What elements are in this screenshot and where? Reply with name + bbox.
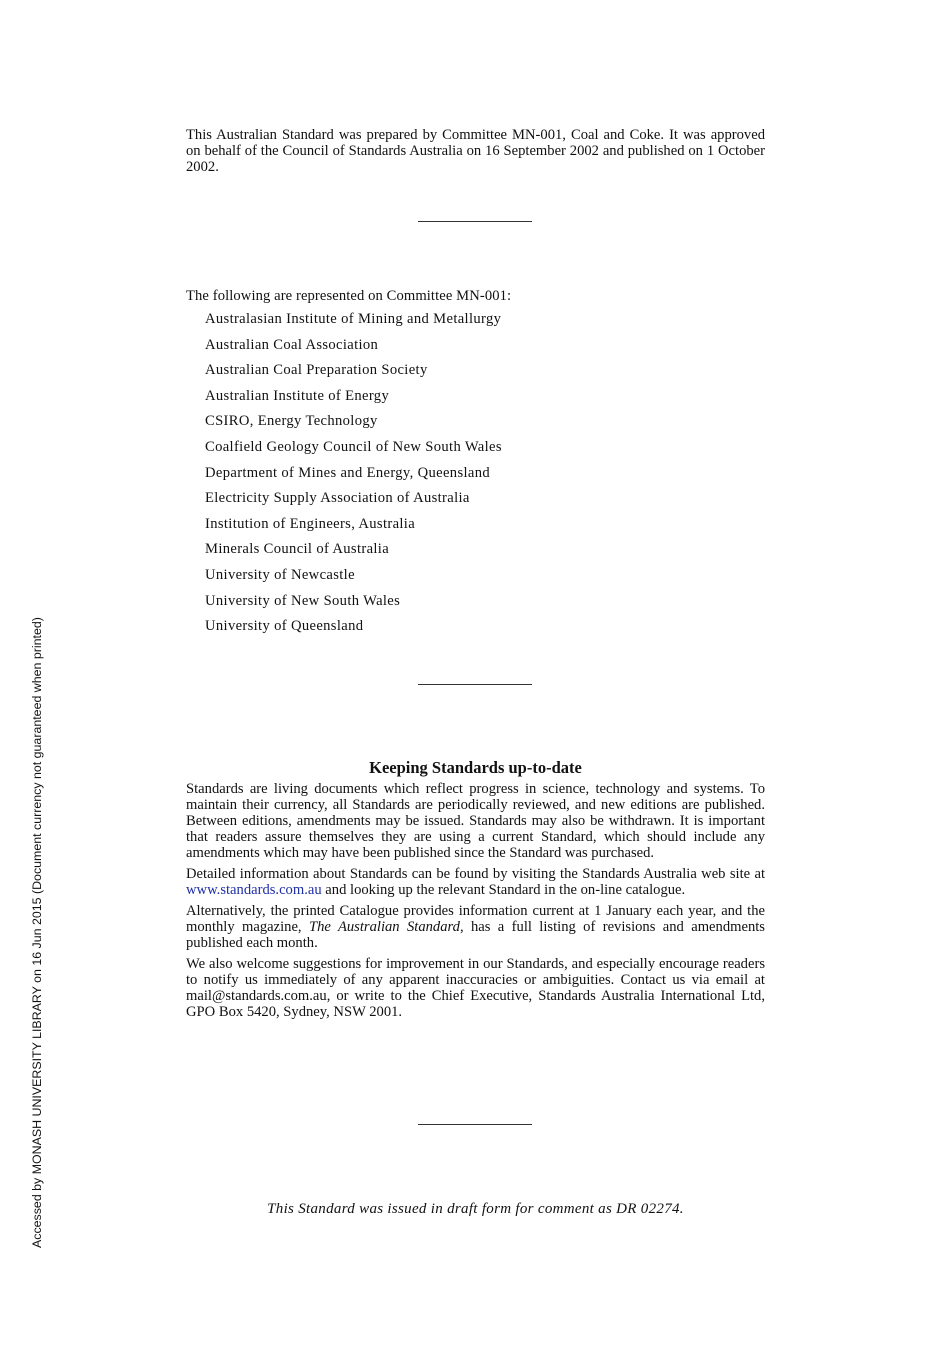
committee-member-list [205,311,502,644]
keeping-paragraph-1: Standards are living documents which reflect progress in science, technology and systems. To maintain their currency, all Standards are periodically reviewed, and new editions are published. Between editions, amendments may be issued. Standards may also be withdrawn. It is important that readers assure themselves they are using a current Standard, which should include any amendments which may have been published since the Standard was purchased. [186,781,765,861]
committee-member: Australasian Institute of Mining and Metallurgy [205,311,502,327]
divider-rule [418,221,532,222]
committee-member: Electricity Supply Association of Australia [205,490,470,507]
paragraph-text: , has a full listing of revisions and amendments published each month. [186,919,765,951]
committee-member: University of New South Wales [205,592,401,609]
divider-rule [418,1124,532,1125]
paragraph-text: Alternatively, the printed Catalogue provides information current at 1 January each year, and the monthly magazine, [186,903,765,935]
committee-member: Department of Mines and Energy, Queensland [205,464,491,481]
magazine-title: The Australian Standard [308,919,460,935]
committee-member: Minerals Council of Australia [205,541,390,558]
committee-member: University of Newcastle [205,566,355,583]
committee-member: University of Queensland [205,618,364,635]
keeping-standards-section [186,781,765,1025]
section-title: Keeping Standards up-to-date [369,758,582,777]
paragraph-text: and looking up the relevant Standard in the on-line catalogue. [321,882,686,898]
keeping-paragraph-4: We also welcome suggestions for improvement in our Standards, and especially encourage readers to notify us immediately of any apparent inaccuracies or ambiguities. Contact us via email at mail@standards.com.au, or write to the Chief Executive, Standards Australia International Ltd, GPO Box 5420, Sydney, NSW 2001. [186,956,765,1020]
keeping-paragraph-2 [186,866,765,898]
divider-rule [418,684,532,685]
committee-heading: The following are represented on Committee MN-001: [186,288,512,304]
keeping-paragraph-3 [186,903,765,951]
committee-member: Australian Institute of Energy [205,387,390,404]
draft-note: This Standard was issued in draft form for comment as DR 02274. [267,1201,684,1217]
committee-member: Australian Coal Association [205,336,379,353]
committee-member: Institution of Engineers, Australia [205,515,416,532]
committee-member: Coalfield Geology Council of New South Wales [205,438,502,455]
access-watermark: Accessed by MONASH UNIVERSITY LIBRARY on 16 Jun 2015 (Document currency not guaranteed when printed) [30,617,44,1248]
paragraph-text: Detailed information about Standards can be found by visiting the Standards Australia web site at [186,866,765,882]
committee-member: CSIRO, Energy Technology [205,413,378,430]
intro-paragraph: This Australian Standard was prepared by Committee MN-001, Coal and Coke. It was approved on behalf of the Council of Standards Australia on 16 September 2002 and published on 1 October 2002. [186,127,765,175]
standards-website-link[interactable]: www.standards.com.au [186,882,322,898]
committee-member: Australian Coal Preparation Society [205,362,428,379]
